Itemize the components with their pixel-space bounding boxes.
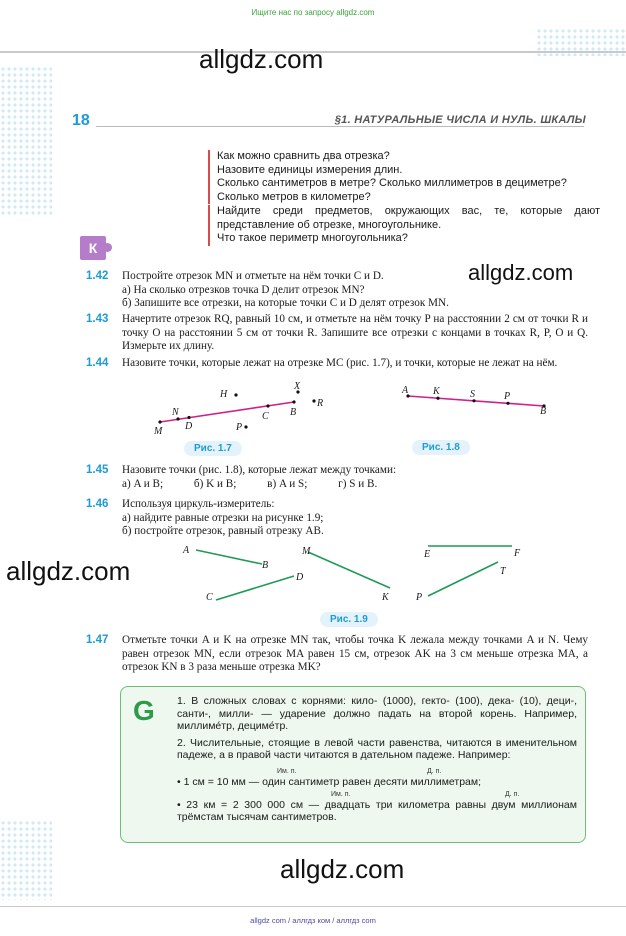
decorative-dots-bottom-left — [0, 820, 52, 900]
label-m: M — [302, 546, 311, 557]
question-line: Найдите среди предметов, окружающих вас, те, которые дают представление об отрезке, многоугольнике. — [217, 205, 600, 231]
label-k: K — [382, 592, 389, 603]
task-1-43 — [86, 313, 588, 354]
case-labels-2 — [177, 789, 577, 799]
task-line: Постройте отрезок MN и отметьте на нём точки C и D. — [122, 270, 384, 282]
task-number: 1.47 — [86, 634, 109, 646]
case-dative: Д. п. — [427, 767, 442, 775]
task-line: б) постройте отрезок, равный отрезку AB. — [122, 525, 324, 538]
task-1-46 — [86, 498, 588, 539]
header-divider — [96, 126, 584, 127]
question-line: Что такое периметр многоугольника? — [217, 232, 408, 244]
label-c: C — [206, 592, 213, 603]
label-c: C — [262, 411, 269, 422]
label-x: X — [294, 381, 301, 392]
rule-icon: G — [133, 695, 155, 726]
point-h — [234, 393, 237, 396]
review-questions-2 — [208, 205, 600, 246]
label-a: A — [183, 545, 190, 556]
figure-1-7 — [148, 380, 338, 440]
task-number: 1.46 — [86, 498, 109, 510]
segment-mc — [160, 402, 297, 422]
variant: а) A и B; — [122, 477, 164, 490]
label-s: S — [470, 389, 475, 400]
label-p: P — [416, 592, 423, 603]
segment-pt — [428, 562, 498, 596]
label-e: E — [424, 549, 431, 560]
watermark: allgdz.com — [468, 260, 574, 285]
label-k: K — [433, 386, 440, 397]
point-c — [266, 404, 269, 407]
task-variants — [122, 478, 588, 492]
watermark: allgdz.com — [6, 556, 131, 586]
watermark: allgdz.com — [280, 854, 405, 884]
point-b — [292, 400, 295, 403]
task-text: Назовите точки (рис. 1.8), которые лежат между точками: — [122, 464, 397, 476]
point-r — [312, 399, 315, 402]
label-f: F — [514, 548, 521, 559]
variant: в) A и S; — [267, 477, 308, 490]
segment-ab — [408, 396, 544, 406]
footer-links[interactable]: allgdz com / аллгдз ком / аллгдз com — [250, 916, 376, 925]
task-text: Начертите отрезок RQ, равный 10 см, и отметьте на нём точку P на расстоянии 2 см от точки R и точку O на расстоянии 5 см от точки R. Запишите все отрезки с концами в точках R, P, O и Q. Измерьте их длину. — [122, 313, 588, 353]
variant: г) S и B. — [338, 477, 378, 490]
section-title: §1. НАТУРАЛЬНЫЕ ЧИСЛА И НУЛЬ. ШКАЛЫ — [334, 114, 586, 126]
figure-label-1-7: Рис. 1.7 — [184, 441, 242, 456]
label-b: B — [540, 406, 547, 414]
variant: б) K и B; — [193, 477, 237, 490]
task-number: 1.42 — [86, 270, 109, 282]
page-number: 18 — [72, 112, 90, 129]
question-line: Сколько метров в километре? — [217, 190, 371, 203]
top-link[interactable]: Ищите нас по запросу allgdz.com — [251, 8, 375, 17]
rule-paragraph-2: 2. Числительные, стоящие в левой части равенства, читаются в именительном падеже, а в правой части читаются в дательном падеже. Например: — [177, 736, 577, 762]
label-b: B — [290, 407, 297, 418]
task-line: Используя циркуль-измеритель: — [122, 498, 275, 510]
point-p — [244, 425, 247, 428]
task-number: 1.44 — [86, 357, 109, 369]
task-1-42 — [86, 270, 588, 311]
point-p — [506, 402, 509, 405]
task-1-44 — [86, 357, 588, 371]
task-1-45 — [86, 464, 588, 491]
label-t: T — [500, 566, 506, 577]
label-b: B — [262, 560, 269, 571]
point-k — [436, 397, 439, 400]
label-m: M — [154, 426, 163, 437]
example-2: • 23 км = 2 300 000 см — двадцать три километра равны двум миллионам трёмстам тысячам сантиметров. — [177, 798, 577, 824]
segment-mk — [308, 552, 390, 588]
label-h: H — [220, 389, 228, 400]
label-a: A — [402, 385, 409, 396]
task-line: а) На сколько отрезков точка D делит отрезок MN? — [122, 283, 365, 296]
task-number: 1.45 — [86, 464, 109, 476]
task-number: 1.43 — [86, 313, 109, 325]
task-line: а) найдите равные отрезки на рисунке 1.9; — [122, 511, 324, 524]
figure-label-1-9: Рис. 1.9 — [320, 612, 378, 627]
figure-1-8 — [396, 384, 566, 414]
case-labels-1 — [177, 766, 577, 776]
task-text: Отметьте точки A и K на отрезке MN так, чтобы точка K лежала между точками A и N. Чему равен отрезок MN, если отрезок MA равен 15 см, отрезок AK на 3 см меньше отрезка MA, а отрезок KN в 3 раза меньше отрезка MK? — [122, 634, 588, 674]
label-d: D — [296, 572, 304, 583]
point-m — [158, 420, 161, 423]
question-line: Сколько сантиметров в метре? Сколько миллиметров в дециметре? — [217, 177, 567, 189]
grammar-rule-box — [120, 686, 586, 843]
task-text: Назовите точки, которые лежат на отрезке MC (рис. 1.7), и точки, которые не лежат на нём. — [122, 357, 558, 369]
example-1: • 1 см = 10 мм — один сантиметр равен десяти миллиметрам; — [177, 775, 482, 788]
decorative-dots-top-left — [0, 66, 52, 216]
case-dative: Д. п. — [505, 790, 520, 798]
watermark: allgdz.com — [199, 44, 324, 74]
label-n: N — [172, 407, 179, 418]
point-d — [187, 416, 190, 419]
task-line: б) Запишите все отрезки, на которые точки C и D делят отрезок MN. — [122, 297, 449, 310]
case-nominative: Им. п. — [331, 790, 351, 798]
figure-label-1-8: Рис. 1.8 — [412, 440, 470, 455]
question-line: Назовите единицы измерения длин. — [217, 163, 403, 176]
case-nominative: Им. п. — [277, 767, 297, 775]
bottom-divider — [0, 906, 626, 907]
question-line: Как можно сравнить два отрезка? — [217, 150, 390, 162]
segment-cd — [216, 576, 294, 600]
figure-1-9 — [176, 540, 536, 608]
label-p: P — [236, 422, 243, 433]
label-d: D — [185, 421, 193, 432]
segment-ab — [196, 550, 262, 564]
k-badge-icon: К — [80, 236, 106, 260]
review-questions-1 — [208, 150, 600, 204]
label-p: P — [504, 391, 511, 402]
rule-paragraph-1: 1. В сложных словах с корнями: кило- (1000), гекто- (100), дека- (10), деци-, санти-, милли- — ударение должно падать на второй корень. Например, миллиме́тр, дециме́тр. — [177, 695, 577, 733]
task-1-47 — [86, 634, 588, 675]
label-r: R — [317, 398, 324, 409]
